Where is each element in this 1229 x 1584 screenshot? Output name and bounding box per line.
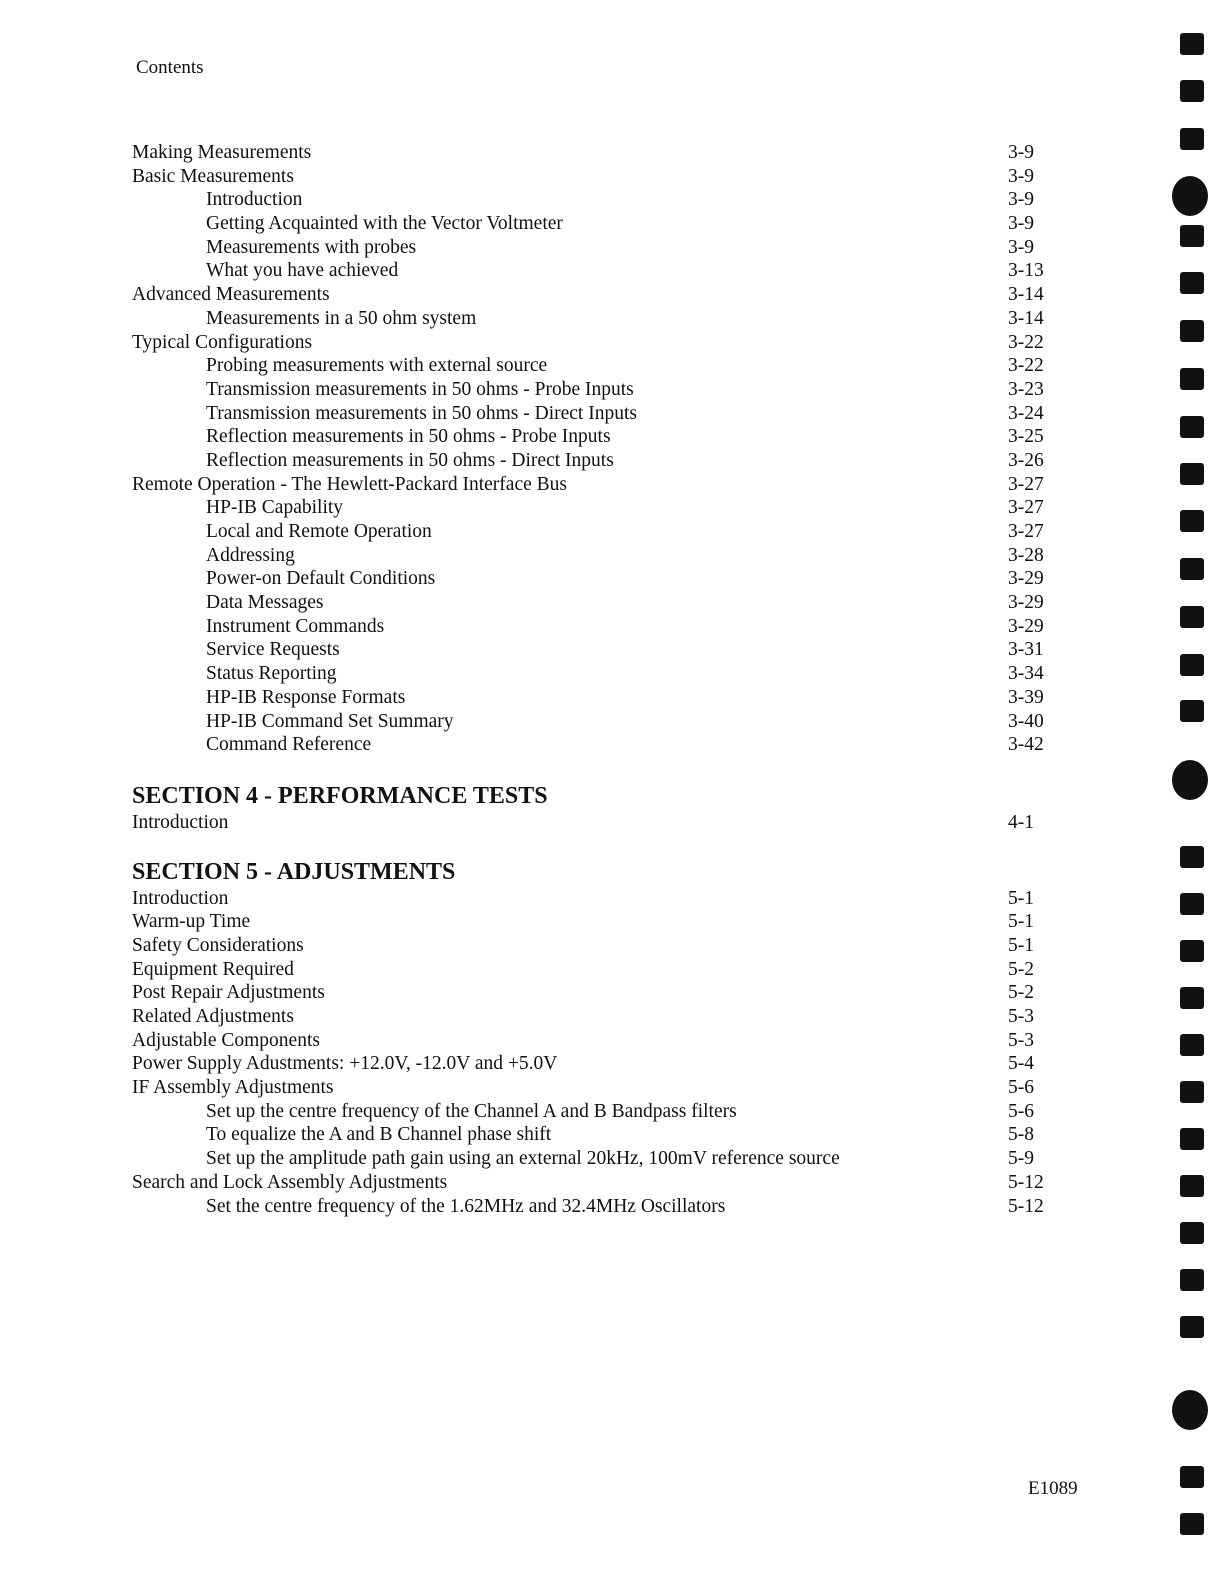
section-5-title: SECTION 5 - ADJUSTMENTS: [132, 858, 456, 885]
toc-entry-title: To equalize the A and B Channel phase shift: [206, 1124, 552, 1146]
binder-hole: [1180, 225, 1204, 247]
toc-entry: [132, 638, 1052, 662]
toc-entry-page: 5-1: [1008, 887, 1034, 909]
binder-hole: [1180, 1175, 1204, 1197]
toc-entry-title: Reflection measurements in 50 ohms - Probe Inputs: [206, 426, 611, 448]
toc-entry-title: Instrument Commands: [206, 615, 385, 637]
toc-entry: [132, 165, 1052, 189]
toc-entry-page: 3-42: [1008, 734, 1044, 756]
toc-entry-title: Adjustable Components: [132, 1029, 320, 1051]
toc-entry-page: 3-9: [1008, 165, 1034, 187]
toc-entry-title: Search and Lock Assembly Adjustments: [132, 1171, 448, 1193]
toc-entry-title: Post Repair Adjustments: [132, 982, 325, 1004]
toc-entry-page: 3-9: [1008, 189, 1034, 211]
toc-entry: [132, 354, 1052, 378]
toc-entry-page: 3-9: [1008, 236, 1034, 258]
toc-entry-page: 5-12: [1008, 1195, 1044, 1217]
toc-entry: [132, 733, 1052, 757]
toc-entry-page: 3-14: [1008, 307, 1044, 329]
toc-entry-title: Local and Remote Operation: [206, 521, 432, 542]
toc-entry: [132, 449, 1052, 473]
toc-entry: [132, 1147, 1052, 1171]
toc-entry-page: 3-22: [1008, 355, 1044, 377]
toc-entry: [132, 1195, 1052, 1219]
toc-entry-page: 5-1: [1008, 934, 1034, 956]
binder-hole: [1180, 416, 1204, 438]
toc-entry-page: 3-22: [1008, 331, 1044, 353]
toc-entry-page: 3-29: [1008, 568, 1044, 590]
toc-entry-title: Addressing: [206, 544, 295, 566]
toc-entry-title: Reflection measurements in 50 ohms - Direct Inputs: [206, 449, 614, 471]
toc-entry: [132, 958, 1052, 982]
toc-entry-page: 3-39: [1008, 686, 1044, 708]
binder-hole: [1180, 320, 1204, 342]
binder-hole: [1180, 510, 1204, 532]
toc-entry-page: 5-4: [1008, 1053, 1034, 1075]
toc-entry-page: 5-2: [1008, 982, 1034, 1004]
toc-entry: [132, 520, 1052, 544]
section-4-title: SECTION 4 - PERFORMANCE TESTS: [132, 782, 548, 809]
toc-section-5: [132, 887, 1052, 1219]
toc-entry: [132, 141, 1052, 165]
binder-hole: [1180, 1034, 1204, 1056]
toc-entry-title: HP-IB Response Formats: [206, 686, 406, 708]
binder-hole: [1180, 1466, 1204, 1488]
binder-hole: [1180, 1222, 1204, 1244]
toc-entry: [132, 811, 1052, 835]
toc-entry-page: 5-12: [1008, 1171, 1044, 1193]
toc-entry-page: 5-8: [1008, 1124, 1034, 1146]
binder-hole: [1180, 893, 1204, 915]
toc-entry-page: 3-27: [1008, 497, 1044, 519]
document-id: E1089: [1028, 1478, 1078, 1499]
toc-entry: [132, 1100, 1052, 1124]
toc-entry: [132, 710, 1052, 734]
toc-entry-title: Advanced Measurements: [132, 284, 330, 306]
binder-hole: [1180, 606, 1204, 628]
toc-entry: [132, 402, 1052, 426]
toc-entry-title: Transmission measurements in 50 ohms - Direct Inputs: [206, 402, 637, 424]
toc-entry: [132, 615, 1052, 639]
toc-part-1: [132, 141, 1052, 757]
toc-entry-title: Data Messages: [206, 592, 324, 614]
toc-entry-title: Safety Considerations: [132, 934, 304, 956]
table-of-contents: [132, 141, 1052, 1218]
toc-entry-title: Getting Acquainted with the Vector Voltmeter: [206, 213, 563, 235]
toc-entry-title: Remote Operation - The Hewlett-Packard Interface Bus: [132, 473, 567, 495]
toc-entry: [132, 1029, 1052, 1053]
toc-entry-page: 3-23: [1008, 378, 1044, 400]
toc-entry-page: 3-29: [1008, 592, 1044, 614]
binder-hole: [1172, 760, 1208, 800]
toc-entry-page: 3-40: [1008, 710, 1044, 732]
toc-entry-title: Warm-up Time: [132, 911, 251, 933]
toc-entry: [132, 662, 1052, 686]
binder-hole: [1180, 272, 1204, 294]
page-header: Contents: [136, 57, 204, 78]
toc-entry: [132, 425, 1052, 449]
toc-entry: [132, 1005, 1052, 1029]
toc-entry-title: Set the centre frequency of the 1.62MHz and 32.4MHz Oscillators: [206, 1195, 726, 1217]
toc-entry-title: Introduction: [206, 189, 303, 211]
toc-entry-page: 5-2: [1008, 958, 1034, 980]
binder-hole: [1180, 700, 1204, 722]
binder-hole: [1180, 368, 1204, 390]
toc-entry-page: 5-6: [1008, 1077, 1034, 1099]
toc-entry-title: Power Supply Adustments: +12.0V, -12.0V and +5.0V: [132, 1053, 558, 1075]
toc-entry-title: Service Requests: [206, 639, 340, 661]
toc-entry-page: 3-9: [1008, 142, 1034, 163]
toc-entry: [132, 981, 1052, 1005]
toc-entry-title: Set up the centre frequency of the Channel A and B Bandpass filters: [206, 1100, 737, 1122]
binder-hole: [1180, 1316, 1204, 1338]
toc-entry-page: 3-9: [1008, 213, 1034, 235]
toc-entry-title: Measurements in a 50 ohm system: [206, 307, 477, 329]
binder-hole: [1180, 1269, 1204, 1291]
toc-entry: [132, 236, 1052, 260]
toc-entry: [132, 1052, 1052, 1076]
toc-entry: [132, 567, 1052, 591]
toc-entry: [132, 1123, 1052, 1147]
toc-entry-title: Making Measurements: [132, 142, 312, 163]
toc-entry-title: Status Reporting: [206, 663, 337, 685]
toc-entry-page: 5-3: [1008, 1029, 1034, 1051]
toc-entry: [132, 1171, 1052, 1195]
toc-entry-page: 3-27: [1008, 521, 1044, 542]
binder-hole: [1180, 987, 1204, 1009]
toc-entry: [132, 283, 1052, 307]
toc-entry-page: 3-28: [1008, 544, 1044, 566]
toc-entry-page: 4-1: [1008, 811, 1034, 833]
toc-entry-title: Typical Configurations: [132, 331, 313, 353]
binder-hole: [1172, 176, 1208, 216]
toc-entry: [132, 259, 1052, 283]
toc-entry-page: 5-9: [1008, 1148, 1034, 1170]
toc-entry-title: Equipment Required: [132, 958, 294, 980]
toc-entry-page: 5-3: [1008, 1006, 1034, 1027]
toc-entry-title: Related Adjustments: [132, 1006, 294, 1027]
toc-entry-title: HP-IB Capability: [206, 497, 344, 519]
toc-entry-title: Set up the amplitude path gain using an external 20kHz, 100mV reference source: [206, 1148, 840, 1170]
binder-hole: [1172, 1390, 1208, 1430]
binder-hole: [1180, 654, 1204, 676]
binder-hole: [1180, 128, 1204, 150]
toc-entry-title: Probing measurements with external source: [206, 355, 548, 377]
toc-entry-title: Introduction: [132, 887, 229, 909]
toc-entry-title: Power-on Default Conditions: [206, 568, 436, 590]
toc-entry: [132, 378, 1052, 402]
toc-entry-title: Measurements with probes: [206, 236, 417, 258]
toc-entry-title: Introduction: [132, 811, 229, 833]
toc-entry: [132, 910, 1052, 934]
toc-entry-page: 5-6: [1008, 1100, 1034, 1122]
toc-entry-page: 3-25: [1008, 426, 1044, 448]
toc-entry: [132, 544, 1052, 568]
binder-hole: [1180, 940, 1204, 962]
toc-entry-title: Transmission measurements in 50 ohms - Probe Inputs: [206, 378, 634, 400]
toc-entry: [132, 887, 1052, 911]
toc-entry-title: IF Assembly Adjustments: [132, 1077, 334, 1099]
toc-entry-page: 3-26: [1008, 449, 1044, 471]
toc-entry-page: 5-1: [1008, 911, 1034, 933]
toc-entry: [132, 188, 1052, 212]
toc-entry: [132, 591, 1052, 615]
toc-entry-title: What you have achieved: [206, 260, 399, 282]
toc-entry: [132, 307, 1052, 331]
toc-entry: [132, 496, 1052, 520]
toc-entry: [132, 331, 1052, 355]
binder-hole: [1180, 846, 1204, 868]
binder-hole: [1180, 33, 1204, 55]
toc-entry-page: 3-14: [1008, 284, 1044, 306]
toc-entry-page: 3-34: [1008, 663, 1044, 685]
toc-entry-title: HP-IB Command Set Summary: [206, 710, 454, 732]
binder-hole: [1180, 1081, 1204, 1103]
toc-section-4: [132, 811, 1052, 835]
toc-entry: [132, 686, 1052, 710]
binder-hole: [1180, 463, 1204, 485]
binder-hole: [1180, 1128, 1204, 1150]
toc-entry-page: 3-31: [1008, 639, 1044, 661]
toc-entry: [132, 473, 1052, 497]
toc-entry-page: 3-13: [1008, 260, 1044, 282]
binder-hole: [1180, 1513, 1204, 1535]
toc-entry: [132, 212, 1052, 236]
toc-entry-title: Command Reference: [206, 734, 372, 756]
binder-hole: [1180, 558, 1204, 580]
binder-hole: [1180, 80, 1204, 102]
toc-entry-page: 3-29: [1008, 615, 1044, 637]
toc-entry: [132, 934, 1052, 958]
toc-entry-title: Basic Measurements: [132, 165, 294, 187]
toc-entry-page: 3-24: [1008, 402, 1044, 424]
toc-entry: [132, 1076, 1052, 1100]
toc-entry-page: 3-27: [1008, 473, 1044, 495]
